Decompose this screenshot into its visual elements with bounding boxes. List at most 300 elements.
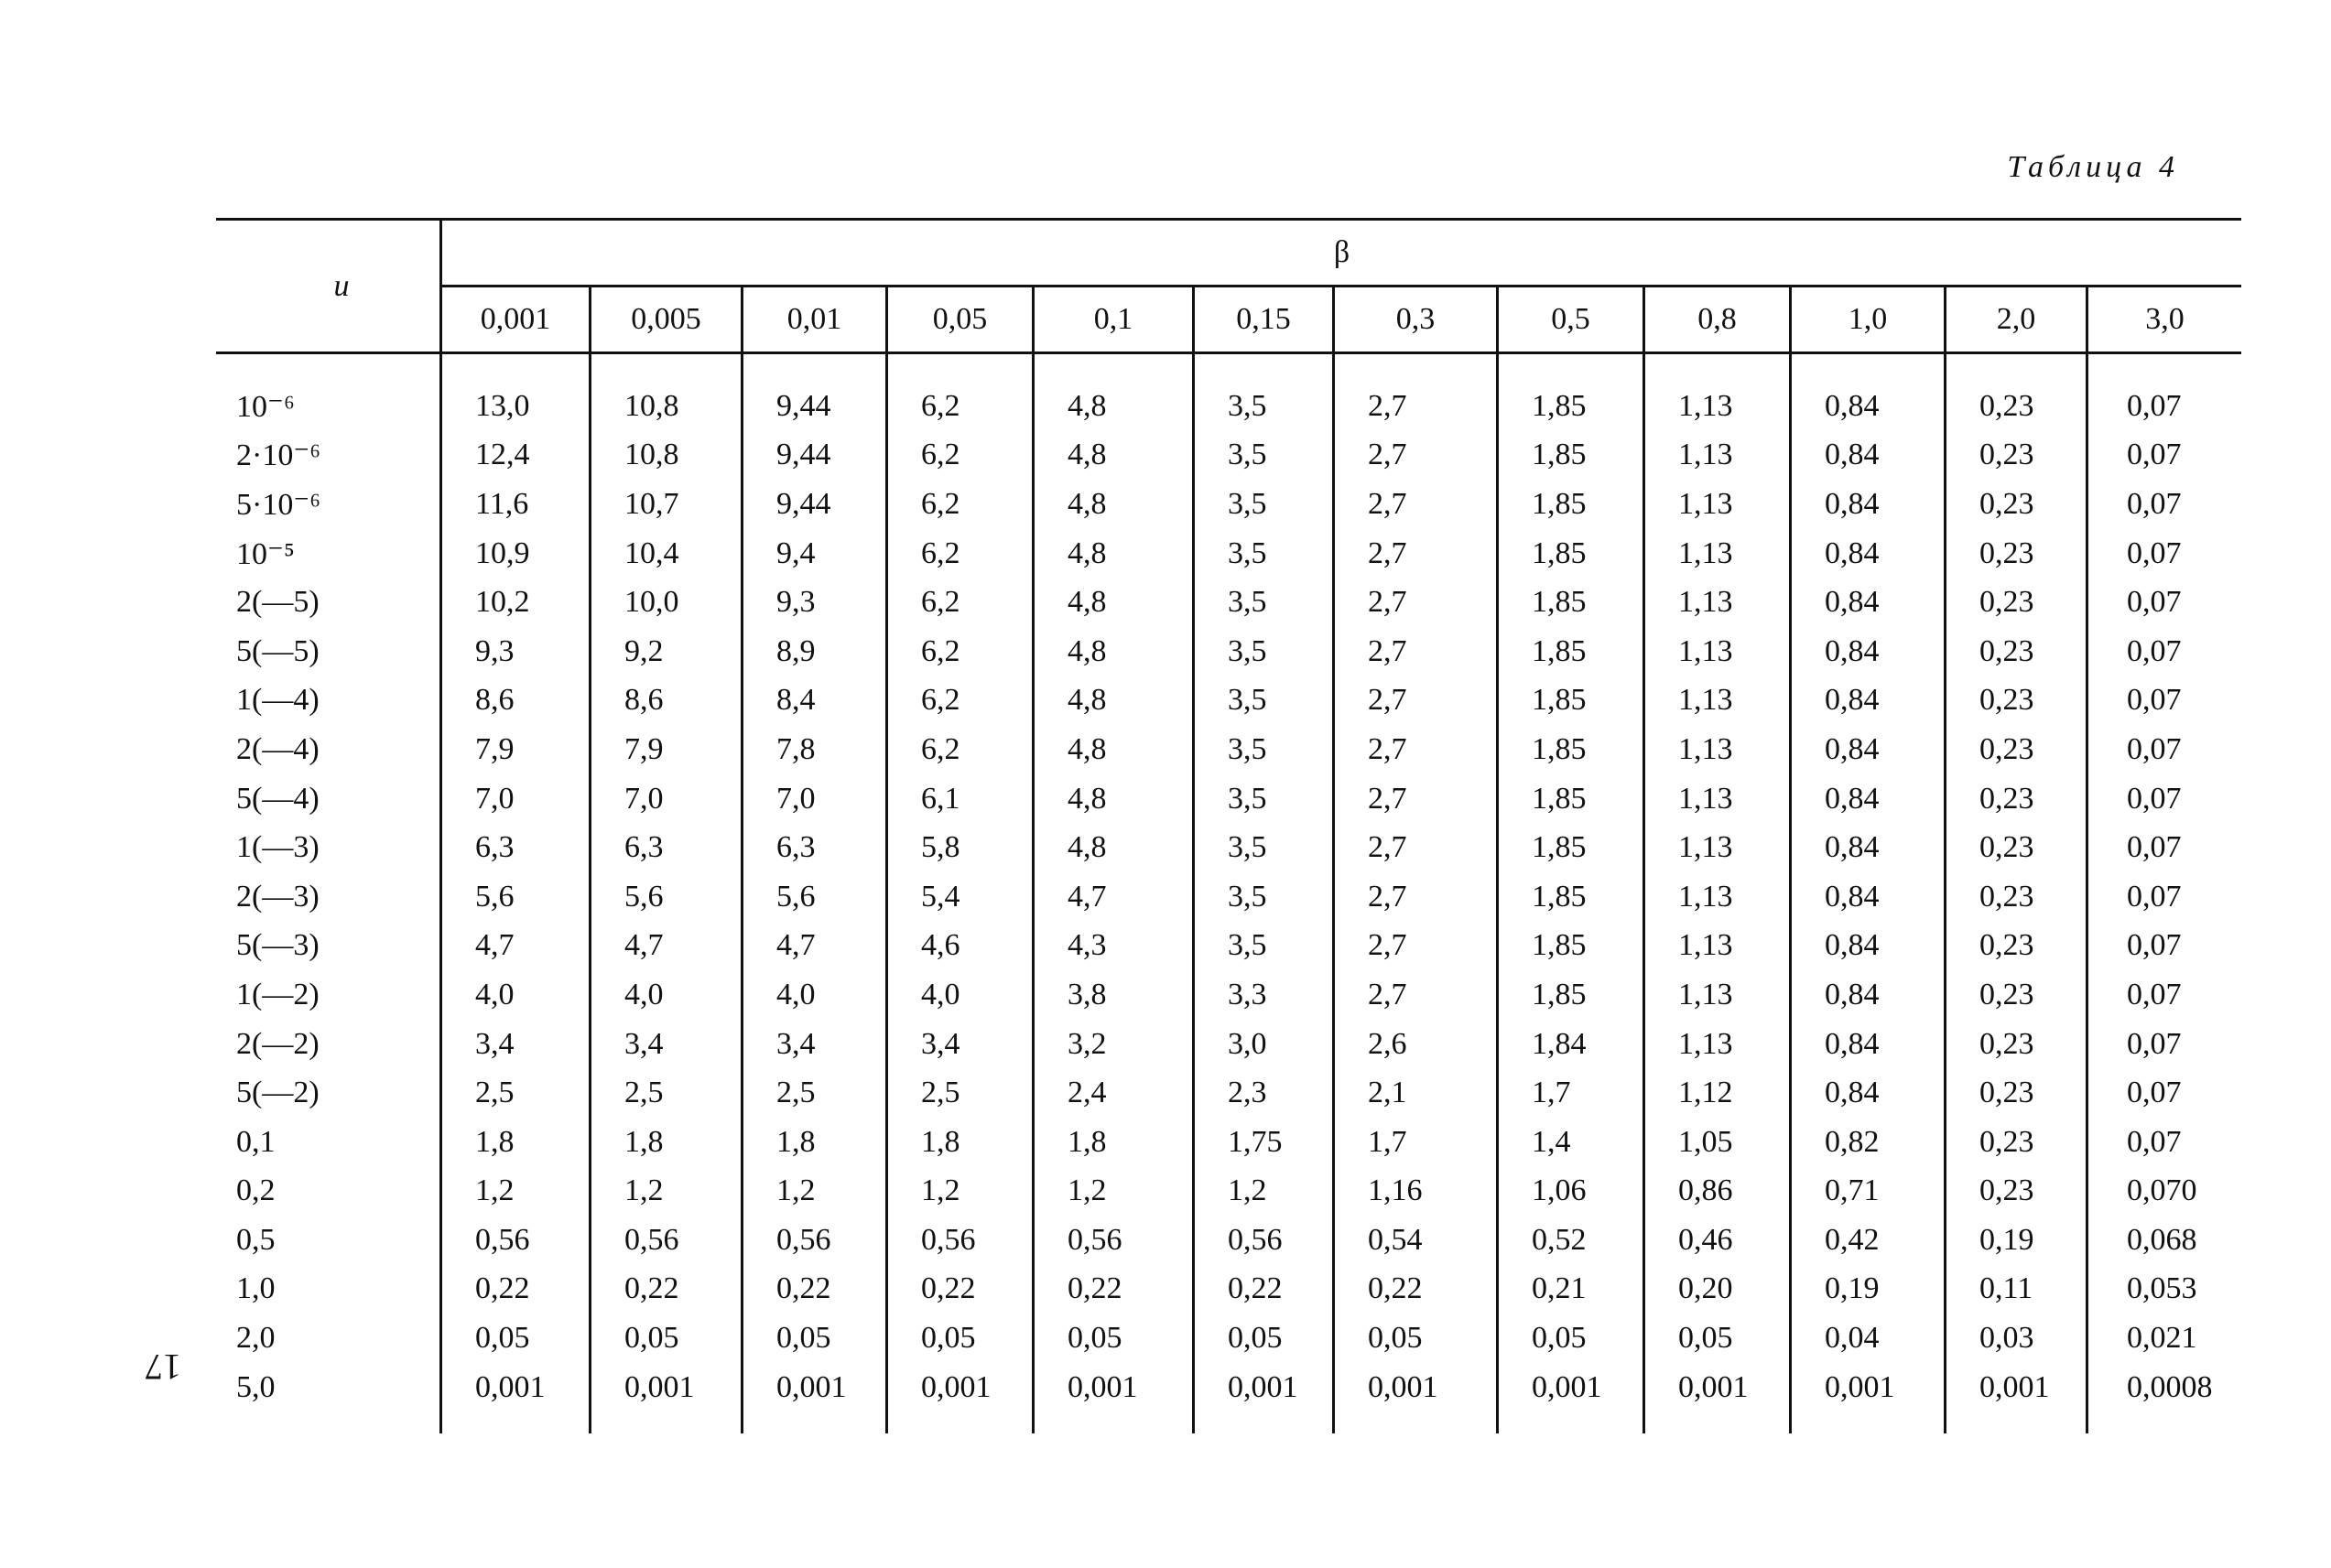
group-header-beta: β	[441, 220, 2242, 287]
table-cell: 1,85	[1498, 529, 1644, 579]
table-cell: 0,053	[2127, 1271, 2197, 1306]
table-row	[216, 676, 2241, 726]
table-cell: 0,001	[591, 1363, 743, 1434]
table-cell: 2,7	[1334, 823, 1498, 872]
table-cell: 0,001	[1034, 1363, 1194, 1434]
table-cell: 1,7	[1498, 1068, 1644, 1118]
table-cell: 1,7	[1334, 1118, 1498, 1167]
table-cell: 0,22	[1194, 1265, 1334, 1314]
table-cell: 6,3	[441, 823, 591, 872]
table-cell: 0,03	[1946, 1314, 2087, 1363]
table-cell: 10,7	[591, 480, 743, 529]
table-cell: 4,8	[1034, 431, 1194, 481]
header-row-columns	[216, 287, 2241, 353]
table-row	[216, 353, 2241, 431]
table-cell: 0,07	[2127, 928, 2182, 963]
table-cell: 1,4	[1498, 1118, 1644, 1167]
u-value-cell: 1(—3)	[216, 823, 441, 872]
table-cell: 7,0	[743, 774, 887, 824]
table-cell: 0,23	[1946, 578, 2087, 627]
table-cell: 0,42	[1791, 1216, 1946, 1265]
table-cell: 1,13	[1644, 725, 1791, 774]
u-value-cell: 1(—2)	[216, 970, 441, 1020]
table-cell: 3,2	[1034, 1020, 1194, 1069]
table-cell: 2,5	[591, 1068, 743, 1118]
header-row-group	[216, 220, 2241, 287]
table-cell: 0,84	[1791, 872, 1946, 922]
table-cell: 0,07	[2127, 633, 2182, 668]
table-cell: 4,0	[441, 970, 591, 1020]
table-cell: 0,56	[1034, 1216, 1194, 1265]
table-row	[216, 725, 2241, 774]
u-value-cell: 0,5	[216, 1216, 441, 1265]
u-value-cell: 5(—5)	[216, 627, 441, 676]
table-cell: 0,19	[1946, 1216, 2087, 1265]
table-cell: 4,6	[887, 922, 1034, 971]
table-cell: 1,2	[887, 1167, 1034, 1217]
table-cell: 1,75	[1194, 1118, 1334, 1167]
table-cell: 0,84	[1791, 431, 1946, 481]
table-cell: 2,7	[1334, 774, 1498, 824]
table-cell: 2,7	[1334, 529, 1498, 579]
table-cell: 1,85	[1498, 627, 1644, 676]
table-cell: 2,7	[1334, 431, 1498, 481]
u-value-cell: 5(—3)	[216, 922, 441, 971]
table-cell: 6,2	[887, 480, 1034, 529]
column-header-beta: 0,001	[441, 287, 591, 353]
table-cell: 1,8	[441, 1118, 591, 1167]
table-cell: 1,85	[1498, 774, 1644, 824]
table-cell: 0,001	[1498, 1363, 1644, 1434]
table-cell: 1,12	[1644, 1068, 1791, 1118]
table-cell: 0,001	[1334, 1363, 1498, 1434]
table-cell: 0,001	[1194, 1363, 1334, 1434]
table-cell: 1,84	[1498, 1020, 1644, 1069]
table-row	[216, 1216, 2241, 1265]
u-value-cell: 5(—2)	[216, 1068, 441, 1118]
table-cell: 13,0	[441, 353, 591, 431]
table-cell: 0,05	[743, 1314, 887, 1363]
table-cell: 4,0	[591, 970, 743, 1020]
table-cell: 0,068	[2127, 1222, 2197, 1257]
table-cell: 7,9	[441, 725, 591, 774]
column-header-beta: 0,8	[1644, 287, 1791, 353]
table-cell: 1,8	[887, 1118, 1034, 1167]
table-cell: 9,3	[743, 578, 887, 627]
table-cell: 1,06	[1498, 1167, 1644, 1217]
table-cell: 9,44	[743, 431, 887, 481]
table-cell: 0,07	[2127, 731, 2182, 766]
table-cell: 0,21	[1498, 1265, 1644, 1314]
table-cell: 0,07	[2127, 438, 2182, 472]
column-header-beta: 0,005	[591, 287, 743, 353]
table-cell: 1,13	[1644, 529, 1791, 579]
u-value-cell: 0,1	[216, 1118, 441, 1167]
table-cell: 0,84	[1791, 676, 1946, 726]
table-cell: 0,84	[1791, 529, 1946, 579]
table-cell: 2,7	[1334, 676, 1498, 726]
table-cell: 1,13	[1644, 578, 1791, 627]
table-cell: 0,56	[441, 1216, 591, 1265]
table-cell: 8,6	[591, 676, 743, 726]
u-value-cell: 2,0	[216, 1314, 441, 1363]
table-cell: 4,8	[1034, 578, 1194, 627]
column-header-beta: 0,15	[1194, 287, 1334, 353]
page-number: 17	[145, 1346, 181, 1388]
table-cell: 4,8	[1034, 627, 1194, 676]
column-header-beta: 0,05	[887, 287, 1034, 353]
table-cell: 1,8	[591, 1118, 743, 1167]
table-cell: 0,23	[1946, 922, 2087, 971]
table-cell: 1,13	[1644, 872, 1791, 922]
table-row	[216, 774, 2241, 824]
table-cell: 9,44	[743, 480, 887, 529]
table-cell: 0,07	[2127, 388, 2182, 423]
table-cell: 1,13	[1644, 823, 1791, 872]
table-cell: 1,85	[1498, 922, 1644, 971]
table-cell: 0,23	[1946, 353, 2087, 431]
table-cell: 8,6	[441, 676, 591, 726]
u-value-cell: 2(—5)	[216, 578, 441, 627]
table-cell: 4,8	[1034, 823, 1194, 872]
table-cell: 0,46	[1644, 1216, 1791, 1265]
table-cell: 0,07	[2127, 535, 2182, 570]
table-cell: 0,23	[1946, 823, 2087, 872]
table-row	[216, 578, 2241, 627]
table-cell: 3,0	[1194, 1020, 1334, 1069]
table-cell: 4,0	[887, 970, 1034, 1020]
table-cell: 6,2	[887, 431, 1034, 481]
table-cell: 0,23	[1946, 1068, 2087, 1118]
table-body	[216, 353, 2241, 1434]
table-cell: 0,23	[1946, 480, 2087, 529]
table-cell: 1,13	[1644, 676, 1791, 726]
table-cell: 1,2	[1034, 1167, 1194, 1217]
table-cell: 0,05	[1334, 1314, 1498, 1363]
table-cell: 0,56	[743, 1216, 887, 1265]
table-cell: 2,5	[887, 1068, 1034, 1118]
column-header-beta: 3,0	[2087, 287, 2242, 353]
u-value-cell: 1(—4)	[216, 676, 441, 726]
table-cell: 0,84	[1791, 578, 1946, 627]
table-cell: 5,6	[743, 872, 887, 922]
table-cell: 0,07	[2127, 879, 2182, 914]
table-cell: 1,2	[1194, 1167, 1334, 1217]
table-cell: 0,05	[1034, 1314, 1194, 1363]
table-cell: 0,23	[1946, 970, 2087, 1020]
table-cell: 0,001	[887, 1363, 1034, 1434]
table-cell: 2,7	[1334, 480, 1498, 529]
table-cell: 3,5	[1194, 823, 1334, 872]
table-cell: 2,5	[441, 1068, 591, 1118]
table-cell: 10,2	[441, 578, 591, 627]
data-table	[216, 218, 2241, 1433]
table-cell: 0,22	[591, 1265, 743, 1314]
table-cell: 0,05	[1644, 1314, 1791, 1363]
table-row	[216, 627, 2241, 676]
table-cell: 0,23	[1946, 725, 2087, 774]
table-cell: 0,84	[1791, 1068, 1946, 1118]
table-cell: 0,23	[1946, 872, 2087, 922]
table-cell: 0,56	[1194, 1216, 1334, 1265]
table-cell: 0,20	[1644, 1265, 1791, 1314]
table-row	[216, 1314, 2241, 1363]
column-header-beta: 1,0	[1791, 287, 1946, 353]
table-cell: 0,07	[2127, 486, 2182, 521]
table-cell: 9,4	[743, 529, 887, 579]
table-caption: Таблица 4	[2007, 150, 2179, 184]
table-cell: 10,8	[591, 353, 743, 431]
table-cell: 0,23	[1946, 1020, 2087, 1069]
table-cell: 2,1	[1334, 1068, 1498, 1118]
table-cell: 3,5	[1194, 725, 1334, 774]
table-row	[216, 922, 2241, 971]
table-cell: 0,05	[1194, 1314, 1334, 1363]
table-cell: 6,3	[743, 823, 887, 872]
table-cell: 0,71	[1791, 1167, 1946, 1217]
table-cell: 8,4	[743, 676, 887, 726]
table-cell: 3,5	[1194, 922, 1334, 971]
u-value-cell: 2(—3)	[216, 872, 441, 922]
u-value-cell: 5(—4)	[216, 774, 441, 824]
table-cell: 0,84	[1791, 1020, 1946, 1069]
table-cell: 2,7	[1334, 353, 1498, 431]
table-cell: 0,84	[1791, 353, 1946, 431]
table-cell: 0,84	[1791, 823, 1946, 872]
table-cell: 4,7	[1034, 872, 1194, 922]
u-value-cell: 5,0	[216, 1363, 441, 1434]
table-cell: 0,070	[2127, 1173, 2197, 1208]
table-cell: 3,4	[743, 1020, 887, 1069]
table-cell: 3,5	[1194, 774, 1334, 824]
table-row	[216, 1265, 2241, 1314]
table-cell: 1,13	[1644, 922, 1791, 971]
table-cell: 0,07	[2127, 830, 2182, 865]
table-cell: 0,021	[2127, 1321, 2197, 1356]
table-cell: 0,07	[2127, 1026, 2182, 1061]
table-row	[216, 1363, 2241, 1434]
table-cell: 0,07	[2127, 781, 2182, 816]
table-cell: 0,84	[1791, 480, 1946, 529]
row-header-u: u	[216, 220, 441, 353]
table-cell: 0,07	[2127, 683, 2182, 718]
table-cell: 2,7	[1334, 872, 1498, 922]
table-cell: 1,2	[591, 1167, 743, 1217]
table-cell: 0,04	[1791, 1314, 1946, 1363]
table-cell: 1,13	[1644, 353, 1791, 431]
table-cell: 3,4	[591, 1020, 743, 1069]
column-header-beta: 0,01	[743, 287, 887, 353]
table-cell: 0,05	[887, 1314, 1034, 1363]
table-cell: 0,56	[887, 1216, 1034, 1265]
table-cell: 1,13	[1644, 480, 1791, 529]
table-cell: 3,5	[1194, 353, 1334, 431]
table-cell: 1,85	[1498, 480, 1644, 529]
table-cell: 1,85	[1498, 676, 1644, 726]
table-cell: 6,2	[887, 578, 1034, 627]
table-cell: 0,07	[2127, 1076, 2182, 1110]
table-cell: 0,05	[591, 1314, 743, 1363]
table-cell: 4,8	[1034, 353, 1194, 431]
table-cell: 6,2	[887, 676, 1034, 726]
table-cell: 7,8	[743, 725, 887, 774]
u-value-cell: 2·10⁻⁶	[216, 431, 441, 481]
table-cell: 2,7	[1334, 627, 1498, 676]
u-value-cell: 5·10⁻⁶	[216, 480, 441, 529]
u-value-cell: 2(—4)	[216, 725, 441, 774]
table-row	[216, 1118, 2241, 1167]
table-row	[216, 529, 2241, 579]
table-cell: 2,7	[1334, 578, 1498, 627]
table-cell: 11,6	[441, 480, 591, 529]
column-header-beta: 2,0	[1946, 287, 2087, 353]
table-cell: 8,9	[743, 627, 887, 676]
table-cell: 0,23	[1946, 1118, 2087, 1167]
table-cell: 0,07	[2127, 1124, 2182, 1159]
table-cell: 1,85	[1498, 970, 1644, 1020]
table-cell: 6,2	[887, 353, 1034, 431]
table-cell: 0,52	[1498, 1216, 1644, 1265]
table-cell: 2,7	[1334, 970, 1498, 1020]
table-row	[216, 970, 2241, 1020]
u-value-cell: 0,2	[216, 1167, 441, 1217]
table-cell: 1,85	[1498, 431, 1644, 481]
table-cell: 5,4	[887, 872, 1034, 922]
column-header-beta: 0,3	[1334, 287, 1498, 353]
table-cell: 3,5	[1194, 578, 1334, 627]
table-cell: 4,8	[1034, 676, 1194, 726]
table-cell: 2,7	[1334, 725, 1498, 774]
table-cell: 0,86	[1644, 1167, 1791, 1217]
table-cell: 0,84	[1791, 774, 1946, 824]
table-cell: 1,13	[1644, 627, 1791, 676]
column-header-beta: 0,1	[1034, 287, 1194, 353]
table-cell: 1,16	[1334, 1167, 1498, 1217]
table-cell: 0,07	[2127, 977, 2182, 1011]
table-row	[216, 1068, 2241, 1118]
table-row	[216, 872, 2241, 922]
table-row	[216, 431, 2241, 481]
table-cell: 0,82	[1791, 1118, 1946, 1167]
table-cell: 3,5	[1194, 676, 1334, 726]
table-row	[216, 1020, 2241, 1069]
table-cell: 7,9	[591, 725, 743, 774]
table-cell: 2,5	[743, 1068, 887, 1118]
table-cell: 3,4	[441, 1020, 591, 1069]
table-cell: 6,3	[591, 823, 743, 872]
table-cell: 2,6	[1334, 1020, 1498, 1069]
table-cell: 4,3	[1034, 922, 1194, 971]
table-cell: 10,0	[591, 578, 743, 627]
table-cell: 1,8	[1034, 1118, 1194, 1167]
u-value-cell: 2(—2)	[216, 1020, 441, 1069]
table-cell: 1,85	[1498, 823, 1644, 872]
table-cell: 0,23	[1946, 431, 2087, 481]
table-cell: 4,8	[1034, 725, 1194, 774]
table-cell: 1,13	[1644, 431, 1791, 481]
table-cell: 0,56	[591, 1216, 743, 1265]
table-cell: 0,23	[1946, 627, 2087, 676]
table-cell: 3,3	[1194, 970, 1334, 1020]
table-cell: 0,22	[1034, 1265, 1194, 1314]
table-cell: 0,19	[1791, 1265, 1946, 1314]
table-cell: 7,0	[441, 774, 591, 824]
table-cell: 3,8	[1034, 970, 1194, 1020]
table-cell: 1,85	[1498, 872, 1644, 922]
table-cell: 0,001	[1644, 1363, 1791, 1434]
table-cell: 3,5	[1194, 627, 1334, 676]
table-cell: 0,84	[1791, 725, 1946, 774]
table-cell: 0,001	[743, 1363, 887, 1434]
table-cell: 0,001	[441, 1363, 591, 1434]
table-cell: 0,23	[1946, 676, 2087, 726]
u-value-cell: 1,0	[216, 1265, 441, 1314]
table-cell: 4,7	[743, 922, 887, 971]
table-cell: 3,5	[1194, 872, 1334, 922]
table-cell: 3,5	[1194, 529, 1334, 579]
table-cell: 6,2	[887, 627, 1034, 676]
table-cell: 7,0	[591, 774, 743, 824]
table-cell: 0,23	[1946, 774, 2087, 824]
table-cell: 1,85	[1498, 725, 1644, 774]
table-cell: 4,0	[743, 970, 887, 1020]
table-cell: 1,13	[1644, 774, 1791, 824]
table-cell: 0,54	[1334, 1216, 1498, 1265]
table-cell: 6,2	[887, 725, 1034, 774]
table-cell: 1,13	[1644, 970, 1791, 1020]
table-row	[216, 480, 2241, 529]
table-cell: 0,22	[887, 1265, 1034, 1314]
table-row	[216, 823, 2241, 872]
table-cell: 3,4	[887, 1020, 1034, 1069]
table-cell: 0,22	[441, 1265, 591, 1314]
table-cell: 0,23	[1946, 529, 2087, 579]
table-cell: 6,2	[887, 529, 1034, 579]
table-cell: 0,05	[1498, 1314, 1644, 1363]
table-cell: 2,4	[1034, 1068, 1194, 1118]
table-cell: 0,07	[2127, 585, 2182, 620]
table-cell: 0,23	[1946, 1167, 2087, 1217]
table-cell: 0,001	[1946, 1363, 2087, 1434]
table-cell: 0,22	[743, 1265, 887, 1314]
table-cell: 5,6	[591, 872, 743, 922]
table-cell: 5,6	[441, 872, 591, 922]
table-cell: 1,13	[1644, 1020, 1791, 1069]
table-cell: 3,5	[1194, 431, 1334, 481]
u-value-cell: 10⁻⁵	[216, 529, 441, 579]
table-cell: 1,05	[1644, 1118, 1791, 1167]
table-cell: 9,3	[441, 627, 591, 676]
table-cell: 1,85	[1498, 353, 1644, 431]
table-cell: 0,84	[1791, 922, 1946, 971]
table-cell: 4,8	[1034, 529, 1194, 579]
u-value-cell: 10⁻⁶	[216, 353, 441, 431]
table-cell: 4,8	[1034, 774, 1194, 824]
table-cell: 4,7	[591, 922, 743, 971]
table-row	[216, 1167, 2241, 1217]
table-cell: 12,4	[441, 431, 591, 481]
table-cell: 2,7	[1334, 922, 1498, 971]
table-cell: 3,5	[1194, 480, 1334, 529]
table-cell: 0,0008	[2127, 1369, 2213, 1404]
table-cell: 1,2	[743, 1167, 887, 1217]
table-cell: 10,9	[441, 529, 591, 579]
table-cell: 0,05	[441, 1314, 591, 1363]
table-cell: 10,8	[591, 431, 743, 481]
table-cell: 1,8	[743, 1118, 887, 1167]
table-cell: 9,2	[591, 627, 743, 676]
table-cell: 0,84	[1791, 970, 1946, 1020]
